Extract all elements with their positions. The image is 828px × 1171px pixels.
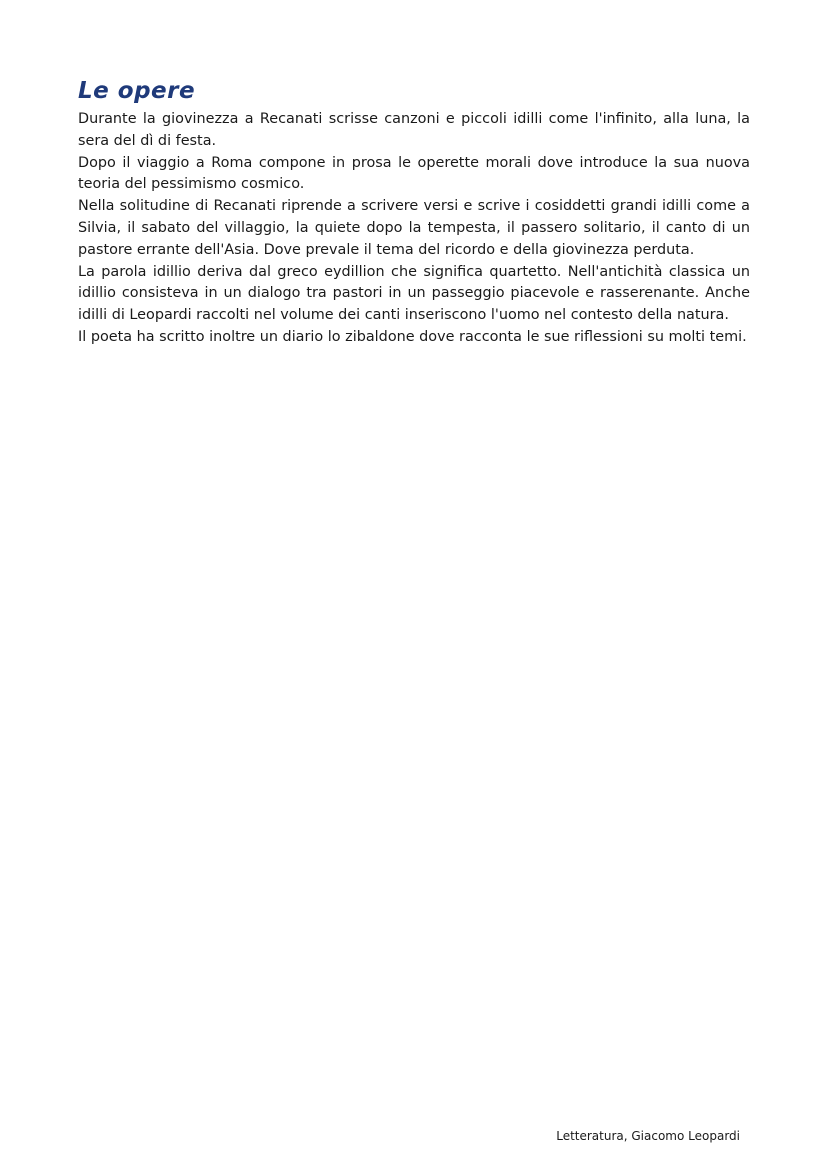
paragraph: Dopo il viaggio a Roma compone in prosa le operette morali dove introduce la sua nuova teoria del pessimismo cosmico. bbox=[78, 154, 750, 193]
body-text bbox=[78, 109, 750, 349]
paragraph: La parola idillio deriva dal greco eydillion che significa quartetto. Nell'antichità classica un idillio consisteva in un dialogo tra pastori in un passeggio piacevole e rasserenante. Anche idilli di Leopardi raccolti nel volume dei canti inseriscono l'uomo nel contesto della natura. bbox=[78, 263, 750, 324]
paragraph: Il poeta ha scritto inoltre un diario lo zibaldone dove racconta le sue riflessioni su molti temi. bbox=[78, 328, 747, 345]
page-footer: Letteratura, Giacomo Leopardi bbox=[556, 1129, 740, 1143]
section-title: Le opere bbox=[78, 78, 196, 104]
paragraph: Nella solitudine di Recanati riprende a scrivere versi e scrive i cosiddetti grandi idilli come a Silvia, il sabato del villaggio, la quiete dopo la tempesta, il passero solitario, il canto di un pastore errante dell'Asia. Dove prevale il tema del ricordo e della giovinezza perduta. bbox=[78, 198, 750, 258]
paragraph: Durante la giovinezza a Recanati scrisse canzoni e piccoli idilli come l'infinito, alla luna, la sera del dì di festa. bbox=[78, 111, 750, 149]
